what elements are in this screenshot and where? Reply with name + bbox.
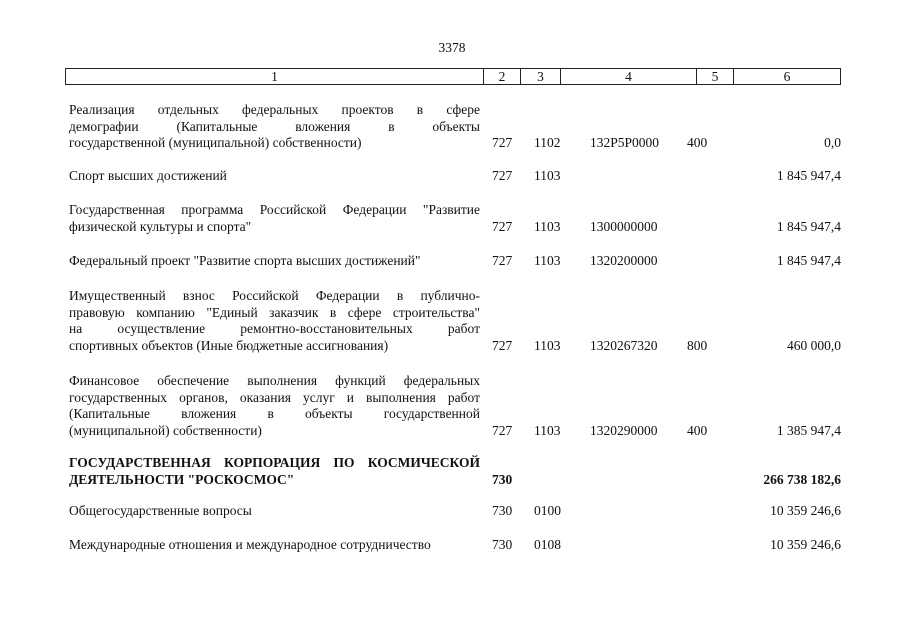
row-description bbox=[69, 253, 480, 270]
description-line: государственной (муниципальной) собственности) bbox=[69, 135, 362, 150]
description-line: Государственная программа Российской Федерации "Развитие bbox=[69, 202, 480, 217]
amount: 10 359 246,6 bbox=[770, 537, 841, 552]
expense-type-code: 800 bbox=[687, 338, 708, 353]
amount: 266 738 182,6 bbox=[763, 472, 841, 487]
column-header-row bbox=[65, 68, 841, 85]
description-line: ДЕЯТЕЛЬНОСТИ "РОСКОСМОС" bbox=[69, 471, 295, 487]
section-code: 1103 bbox=[534, 423, 561, 438]
column-header-1: 1 bbox=[66, 69, 484, 84]
description-line: Спорт высших достижений bbox=[69, 168, 227, 183]
row-description bbox=[69, 455, 480, 488]
description-line: Федеральный проект "Развитие спорта высших достижений" bbox=[69, 253, 421, 268]
column-header-2: 2 bbox=[484, 69, 521, 84]
ministry-code: 730 bbox=[492, 537, 513, 552]
row-description bbox=[69, 102, 480, 152]
row-description bbox=[69, 537, 480, 554]
description-line: демографии (Капитальные вложения в объекты bbox=[69, 118, 480, 134]
description-line: Финансовое обеспечение выполнения функций федеральных bbox=[69, 373, 480, 388]
target-code: 132P5P0000 bbox=[590, 135, 660, 150]
section-code: 1102 bbox=[534, 135, 561, 150]
section-code: 0108 bbox=[534, 537, 561, 552]
row-description bbox=[69, 288, 480, 354]
section-code: 1103 bbox=[534, 168, 561, 183]
ministry-code: 727 bbox=[492, 135, 513, 150]
section-code: 1103 bbox=[534, 338, 561, 353]
ministry-code: 727 bbox=[492, 338, 513, 353]
description-line: физической культуры и спорта" bbox=[69, 218, 252, 234]
section-code: 0100 bbox=[534, 503, 561, 518]
section-code: 1103 bbox=[534, 253, 561, 268]
description-line: Реализация отдельных федеральных проектов в сфере bbox=[69, 102, 480, 117]
amount: 1 845 947,4 bbox=[776, 219, 841, 234]
target-code: 1300000000 bbox=[590, 219, 658, 234]
description-line: Международные отношения и международное сотрудничество bbox=[69, 537, 431, 552]
ministry-code: 730 bbox=[492, 503, 513, 518]
amount: 0,0 bbox=[824, 135, 841, 150]
description-line: спортивных объектов (Иные бюджетные ассигнования) bbox=[69, 337, 389, 353]
expense-type-code: 400 bbox=[687, 423, 708, 438]
target-code: 1320200000 bbox=[590, 253, 658, 268]
column-header-5: 5 bbox=[697, 69, 734, 84]
description-line: государственных органов, оказания услуг и выполнения работ bbox=[69, 389, 480, 405]
row-description bbox=[69, 503, 480, 520]
expense-type-code: 400 bbox=[687, 135, 708, 150]
description-line: Имущественный взнос Российской Федерации в публично- bbox=[69, 288, 480, 303]
row-description bbox=[69, 202, 480, 235]
ministry-code: 727 bbox=[492, 423, 513, 438]
description-line: на осуществление ремонтно-восстановительных работ bbox=[69, 321, 480, 336]
target-code: 1320290000 bbox=[590, 423, 658, 438]
amount: 1 845 947,4 bbox=[776, 168, 841, 183]
description-line: ГОСУДАРСТВЕННАЯ КОРПОРАЦИЯ ПО КОСМИЧЕСКОЙ bbox=[69, 455, 480, 470]
column-header-6: 6 bbox=[783, 69, 791, 84]
row-description bbox=[69, 168, 480, 185]
amount: 1 845 947,4 bbox=[776, 253, 841, 268]
section-code: 1103 bbox=[534, 219, 561, 234]
description-line: (Капитальные вложения в объекты государственной bbox=[69, 406, 480, 421]
ministry-code: 727 bbox=[492, 168, 513, 183]
target-code: 1320267320 bbox=[590, 338, 658, 353]
ministry-code: 727 bbox=[492, 219, 513, 234]
row-description bbox=[69, 373, 480, 439]
description-line: Общегосударственные вопросы bbox=[69, 503, 252, 518]
page-number: 3378 bbox=[438, 40, 466, 55]
description-line: (муниципальной) собственности) bbox=[69, 422, 262, 438]
column-header-4: 4 bbox=[561, 69, 697, 84]
amount: 1 385 947,4 bbox=[776, 423, 841, 438]
ministry-code: 730 bbox=[492, 472, 513, 487]
amount: 10 359 246,6 bbox=[770, 503, 841, 518]
column-header-3: 3 bbox=[521, 69, 561, 84]
description-line: правовую компанию "Единый заказчик в сфере строительства" bbox=[69, 304, 480, 320]
amount: 460 000,0 bbox=[787, 338, 841, 353]
ministry-code: 727 bbox=[492, 253, 513, 268]
